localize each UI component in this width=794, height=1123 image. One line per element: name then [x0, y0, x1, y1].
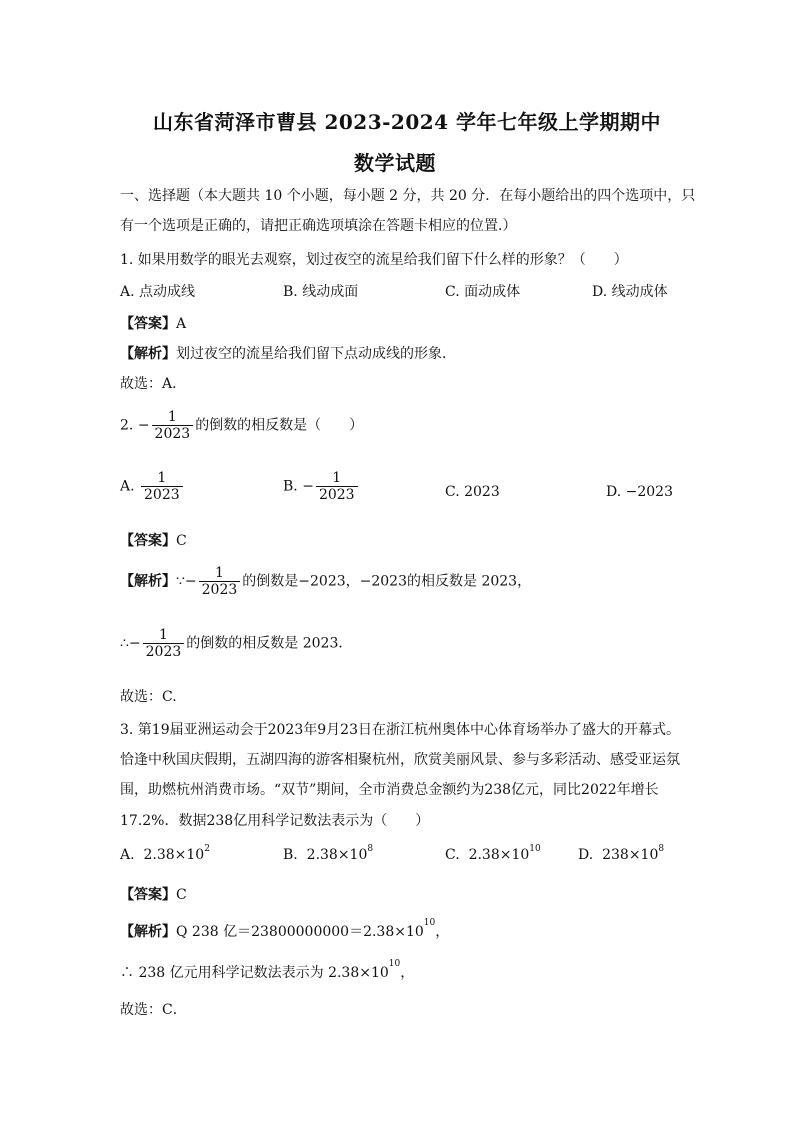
q2-option-d: D. −2023	[606, 484, 673, 500]
therefore-end: ，	[400, 965, 415, 981]
q2-stem	[120, 409, 363, 442]
answer-value: C	[176, 887, 187, 903]
q3-stem-line1: 3. 第19届亚洲运动会于2023年9月23日在浙江杭州奥体中心体育场举办了盛大的开幕式。	[120, 722, 680, 738]
option-label: A.	[120, 847, 135, 863]
fraction-numerator: 1	[332, 470, 342, 486]
option-label: D.	[578, 847, 594, 863]
therefore-text: 的倒数的相反数是 2023．	[186, 635, 353, 652]
analysis-text: 划过夜空的流星给我们留下点动成线的形象．	[176, 346, 456, 362]
q2-option-c: C. 2023	[445, 484, 500, 500]
analysis-end: ，	[435, 924, 450, 940]
fraction	[152, 409, 194, 442]
answer-label: 【答案】	[120, 533, 176, 549]
analysis-text: Q 238 亿＝23800000000＝2.38×10	[176, 924, 424, 940]
option-label: C.	[445, 847, 460, 863]
doc-title-line2: 数学试题	[354, 151, 436, 175]
fraction	[141, 470, 183, 503]
section-header-line2: 有一个选项是正确的，请把正确选项填涂在答题卡相应的位置.）	[120, 218, 517, 234]
therefore-symbol: ∴−	[120, 635, 141, 652]
minus-sign: −	[302, 478, 314, 495]
q3-stem-line2: 恰逢中秋国庆假期，五湖四海的游客相聚杭州，欣赏美丽风景、参与多彩活动、感受亚运氛	[120, 752, 680, 768]
analysis-label: 【解析】	[120, 924, 176, 940]
q3-stem-line3: 围，助燃杭州消费市场。“双节”期间，全市消费总金额约为238亿元，同比2022年增长	[120, 782, 659, 798]
option-value: 2.38×10	[143, 847, 205, 863]
q1-stem: 1. 如果用数学的眼光去观察，划过夜空的流星给我们留下什么样的形象？（ ）	[120, 252, 628, 268]
exponent: 10	[529, 844, 541, 854]
q1-option-b: B. 线动成面	[283, 284, 359, 300]
q2-option-b	[283, 470, 360, 503]
q2-conclusion: 故选：C.	[120, 689, 177, 705]
q2-answer	[120, 530, 187, 550]
exponent: 8	[367, 844, 374, 854]
fraction	[316, 470, 358, 503]
section-header-line1: 一、选择题（本大题共 10 个小题，每小题 2 分，共 20 分．在每小题给出的四个选项中，只	[120, 188, 696, 204]
analysis-label: 【解析】	[120, 346, 176, 362]
option-value: 2.38×10	[468, 847, 530, 863]
fraction	[143, 627, 185, 660]
fraction-numerator: 1	[157, 470, 167, 486]
q3-analysis	[120, 918, 450, 941]
q2-number: 2.	[120, 417, 134, 434]
answer-label: 【答案】	[120, 887, 176, 903]
q1-analysis	[120, 343, 456, 363]
fraction-denominator: 2023	[201, 582, 238, 599]
q1-conclusion: 故选：A．	[120, 376, 187, 392]
q2-stem-tail: 的倒数的相反数是（ ）	[195, 417, 364, 434]
fraction-numerator: 1	[159, 627, 168, 643]
q1-option-d: D. 线动成体	[592, 284, 668, 300]
q3-option-c	[445, 844, 541, 863]
q3-conclusion: 故选：C．	[120, 1002, 187, 1018]
fraction-numerator: 1	[167, 409, 177, 425]
option-label: B.	[283, 847, 298, 863]
q3-option-a	[120, 844, 210, 863]
fraction	[199, 565, 241, 598]
exponent: 2	[204, 844, 210, 854]
q3-option-d	[578, 844, 665, 863]
minus-sign: −	[137, 417, 150, 434]
q3-answer	[120, 884, 187, 904]
therefore-text: ∴ 238 亿元用科学记数法表示为 2.38×10	[120, 965, 389, 981]
fraction-denominator: 2023	[318, 487, 355, 504]
answer-value: C	[176, 533, 187, 549]
option-value: 2.38×10	[306, 847, 368, 863]
because-symbol: ∵−	[176, 573, 197, 590]
exponent: 10	[423, 918, 436, 928]
exponent: 10	[388, 959, 401, 969]
q2-analysis	[120, 565, 531, 598]
option-label: A.	[120, 478, 135, 495]
answer-label: 【答案】	[120, 316, 176, 332]
q3-therefore	[120, 959, 415, 982]
q2-therefore	[120, 627, 352, 660]
fraction-denominator: 2023	[145, 644, 182, 661]
fraction-denominator: 2023	[154, 426, 191, 443]
analysis-label: 【解析】	[120, 573, 176, 590]
q2-option-a	[120, 470, 185, 503]
q1-option-a: A. 点动成线	[120, 284, 196, 300]
option-value: 238×10	[602, 847, 659, 863]
answer-value: A	[176, 316, 187, 332]
analysis-text: 的倒数是−2023，−2023的相反数是 2023，	[242, 573, 532, 590]
option-label: B.	[283, 478, 298, 495]
q1-answer	[120, 313, 186, 333]
fraction-denominator: 2023	[144, 487, 180, 504]
q3-option-b	[283, 844, 374, 863]
q3-stem-line4: 17.2%．数据238亿用科学记数法表示为（ ）	[120, 813, 430, 829]
q1-option-c: C. 面动成体	[445, 284, 521, 300]
doc-title-line1: 山东省菏泽市曹县 2023-2024 学年七年级上学期期中	[153, 110, 662, 134]
fraction-numerator: 1	[215, 565, 224, 581]
exponent: 8	[658, 844, 665, 854]
